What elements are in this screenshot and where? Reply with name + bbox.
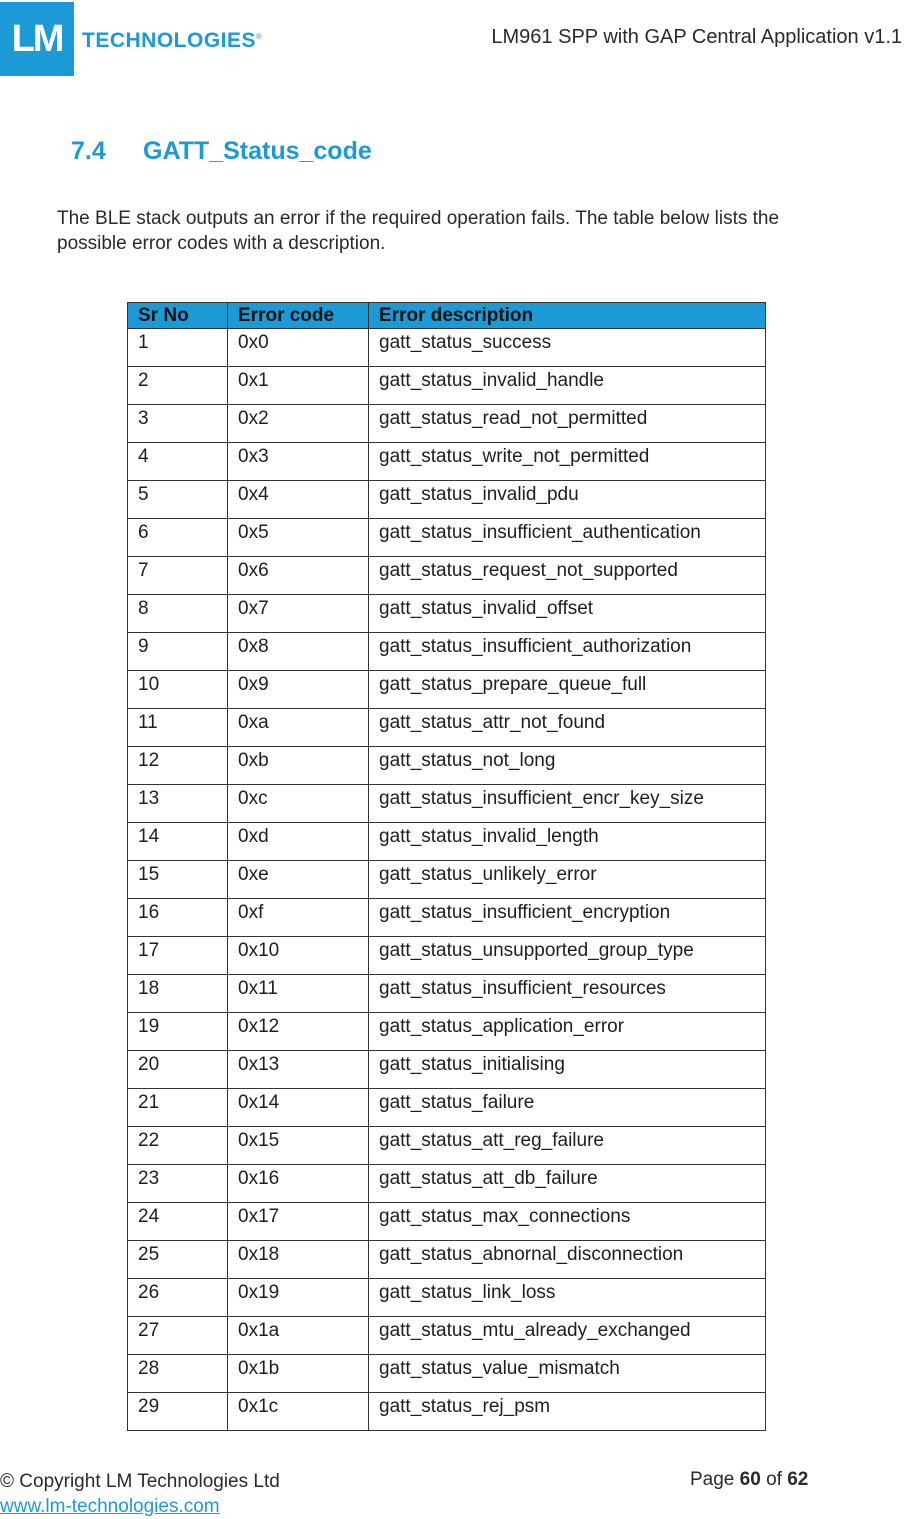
sr-no-cell: 10: [128, 671, 228, 709]
error-code-cell: 0x11: [228, 975, 369, 1013]
table-row: [128, 747, 766, 785]
table-row: [128, 1279, 766, 1317]
error-code-cell: 0x18: [228, 1241, 369, 1279]
error-code-cell: 0xf: [228, 899, 369, 937]
table-row: [128, 709, 766, 747]
page-current: 60: [739, 1469, 761, 1490]
error-code-cell: 0xd: [228, 823, 369, 861]
table-row: [128, 1355, 766, 1393]
error-code-cell: 0x1c: [228, 1393, 369, 1431]
page-of: of: [766, 1469, 782, 1490]
error-code-cell: 0x0: [228, 329, 369, 367]
sr-no-cell: 2: [128, 367, 228, 405]
error-description-cell: gatt_status_att_db_failure: [369, 1165, 766, 1203]
error-description-cell: gatt_status_attr_not_found: [369, 709, 766, 747]
sr-no-cell: 14: [128, 823, 228, 861]
error-code-cell: 0x2: [228, 405, 369, 443]
error-description-cell: gatt_status_success: [369, 329, 766, 367]
table-row: [128, 481, 766, 519]
table-row: [128, 861, 766, 899]
sr-no-cell: 23: [128, 1165, 228, 1203]
error-description-cell: gatt_status_insufficient_encryption: [369, 899, 766, 937]
error-description-cell: gatt_status_invalid_pdu: [369, 481, 766, 519]
sr-no-cell: 22: [128, 1127, 228, 1165]
error-description-cell: gatt_status_rej_psm: [369, 1393, 766, 1431]
error-description-cell: gatt_status_invalid_length: [369, 823, 766, 861]
sr-no-cell: 17: [128, 937, 228, 975]
error-code-cell: 0x15: [228, 1127, 369, 1165]
table-row: [128, 1127, 766, 1165]
error-code-cell: 0xe: [228, 861, 369, 899]
copyright-text: © Copyright LM Technologies Ltd: [0, 1471, 280, 1492]
error-code-cell: 0x12: [228, 1013, 369, 1051]
error-code-cell: 0x1a: [228, 1317, 369, 1355]
column-header-sr-no: Sr No: [128, 303, 228, 329]
website-link[interactable]: www.lm-technologies.com: [0, 1496, 220, 1517]
sr-no-cell: 5: [128, 481, 228, 519]
error-description-cell: gatt_status_abnornal_disconnection: [369, 1241, 766, 1279]
table-row: [128, 975, 766, 1013]
table-row: [128, 1013, 766, 1051]
table-body: [128, 329, 766, 1431]
sr-no-cell: 25: [128, 1241, 228, 1279]
sr-no-cell: 15: [128, 861, 228, 899]
error-code-cell: 0x9: [228, 671, 369, 709]
logo-text: TECHNOLOGIES: [82, 29, 257, 52]
error-description-cell: gatt_status_att_reg_failure: [369, 1127, 766, 1165]
error-code-cell: 0x10: [228, 937, 369, 975]
sr-no-cell: 9: [128, 633, 228, 671]
table-header-row: [128, 303, 766, 329]
logo-mark: LM: [0, 2, 74, 76]
error-description-cell: gatt_status_prepare_queue_full: [369, 671, 766, 709]
error-description-cell: gatt_status_application_error: [369, 1013, 766, 1051]
table-row: [128, 1089, 766, 1127]
sr-no-cell: 7: [128, 557, 228, 595]
table-row: [128, 1393, 766, 1431]
table-row: [128, 633, 766, 671]
table-row: [128, 1203, 766, 1241]
footer-left: [0, 1469, 280, 1519]
error-code-cell: 0x7: [228, 595, 369, 633]
error-description-cell: gatt_status_initialising: [369, 1051, 766, 1089]
table-row: [128, 899, 766, 937]
sr-no-cell: 1: [128, 329, 228, 367]
table-row: [128, 1317, 766, 1355]
error-code-cell: 0xb: [228, 747, 369, 785]
error-code-cell: 0xc: [228, 785, 369, 823]
table-row: [128, 405, 766, 443]
table-row: [128, 1241, 766, 1279]
table-row: [128, 443, 766, 481]
error-description-cell: gatt_status_unlikely_error: [369, 861, 766, 899]
error-code-cell: 0x19: [228, 1279, 369, 1317]
sr-no-cell: 3: [128, 405, 228, 443]
table-row: [128, 519, 766, 557]
sr-no-cell: 6: [128, 519, 228, 557]
page-prefix: Page: [690, 1469, 735, 1490]
error-description-cell: gatt_status_unsupported_group_type: [369, 937, 766, 975]
error-code-cell: 0x6: [228, 557, 369, 595]
error-description-cell: gatt_status_link_loss: [369, 1279, 766, 1317]
section-heading: [71, 137, 372, 166]
page-number: [690, 1469, 808, 1491]
table-row: [128, 557, 766, 595]
registered-mark: ®: [256, 32, 263, 41]
table-row: [128, 595, 766, 633]
section-title: GATT_Status_code: [143, 137, 372, 165]
sr-no-cell: 19: [128, 1013, 228, 1051]
table-row: [128, 329, 766, 367]
table-row: [128, 671, 766, 709]
error-description-cell: gatt_status_insufficient_resources: [369, 975, 766, 1013]
sr-no-cell: 26: [128, 1279, 228, 1317]
column-header-error-description: Error description: [369, 303, 766, 329]
sr-no-cell: 12: [128, 747, 228, 785]
error-description-cell: gatt_status_failure: [369, 1089, 766, 1127]
error-code-cell: 0x17: [228, 1203, 369, 1241]
error-code-cell: 0x3: [228, 443, 369, 481]
sr-no-cell: 8: [128, 595, 228, 633]
sr-no-cell: 27: [128, 1317, 228, 1355]
sr-no-cell: 28: [128, 1355, 228, 1393]
table-row: [128, 823, 766, 861]
error-description-cell: gatt_status_max_connections: [369, 1203, 766, 1241]
error-description-cell: gatt_status_request_not_supported: [369, 557, 766, 595]
error-description-cell: gatt_status_insufficient_authorization: [369, 633, 766, 671]
error-code-cell: 0x4: [228, 481, 369, 519]
error-description-cell: gatt_status_not_long: [369, 747, 766, 785]
table-row: [128, 1051, 766, 1089]
error-code-table: [127, 302, 766, 1431]
sr-no-cell: 16: [128, 899, 228, 937]
error-description-cell: gatt_status_value_mismatch: [369, 1355, 766, 1393]
page-total: 62: [787, 1469, 809, 1490]
error-description-cell: gatt_status_insufficient_encr_key_size: [369, 785, 766, 823]
sr-no-cell: 20: [128, 1051, 228, 1089]
table-row: [128, 937, 766, 975]
error-code-cell: 0x1b: [228, 1355, 369, 1393]
error-code-cell: 0x16: [228, 1165, 369, 1203]
company-logo: [0, 2, 262, 76]
section-number: 7.4: [71, 137, 106, 165]
error-code-cell: 0x14: [228, 1089, 369, 1127]
sr-no-cell: 29: [128, 1393, 228, 1431]
error-code-cell: 0x8: [228, 633, 369, 671]
intro-paragraph: The BLE stack outputs an error if the required operation fails. The table below lists the possible error codes with a description.: [57, 208, 780, 254]
error-description-cell: gatt_status_insufficient_authentication: [369, 519, 766, 557]
error-description-cell: gatt_status_invalid_offset: [369, 595, 766, 633]
table-row: [128, 1165, 766, 1203]
sr-no-cell: 13: [128, 785, 228, 823]
error-code-cell: 0xa: [228, 709, 369, 747]
error-description-cell: gatt_status_mtu_already_exchanged: [369, 1317, 766, 1355]
error-description-cell: gatt_status_write_not_permitted: [369, 443, 766, 481]
sr-no-cell: 11: [128, 709, 228, 747]
sr-no-cell: 18: [128, 975, 228, 1013]
document-title: LM961 SPP with GAP Central Application v1.1: [491, 26, 902, 48]
error-description-cell: gatt_status_invalid_handle: [369, 367, 766, 405]
table-row: [128, 785, 766, 823]
error-code-cell: 0x13: [228, 1051, 369, 1089]
sr-no-cell: 24: [128, 1203, 228, 1241]
table-row: [128, 367, 766, 405]
error-code-cell: 0x5: [228, 519, 369, 557]
error-description-cell: gatt_status_read_not_permitted: [369, 405, 766, 443]
logo-wordmark: [82, 29, 262, 53]
column-header-error-code: Error code: [228, 303, 369, 329]
sr-no-cell: 21: [128, 1089, 228, 1127]
sr-no-cell: 4: [128, 443, 228, 481]
error-code-cell: 0x1: [228, 367, 369, 405]
